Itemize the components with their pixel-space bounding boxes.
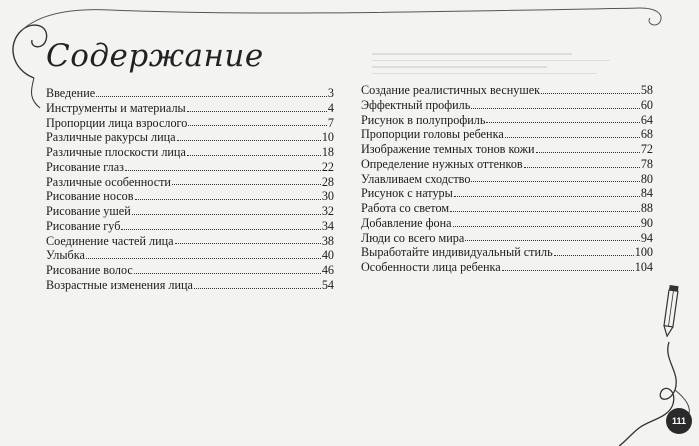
toc-entry[interactable] bbox=[361, 113, 653, 128]
toc-entry-page: 80 bbox=[640, 171, 653, 186]
toc-entry-page: 88 bbox=[640, 201, 653, 215]
toc-entry[interactable] bbox=[46, 278, 334, 293]
dot-leader bbox=[541, 93, 640, 94]
toc-entry[interactable] bbox=[46, 86, 334, 101]
toc-entry-page: 28 bbox=[321, 174, 334, 189]
dot-leader bbox=[505, 137, 640, 138]
toc-entry[interactable] bbox=[46, 130, 334, 145]
toc-entry[interactable] bbox=[361, 157, 653, 172]
toc-column-right bbox=[361, 83, 653, 275]
dot-leader bbox=[121, 229, 320, 230]
dot-leader bbox=[453, 226, 640, 227]
toc-entry-page: 68 bbox=[640, 127, 653, 142]
toc-entry[interactable] bbox=[46, 248, 334, 263]
toc-entry-label: Определение нужных оттенков bbox=[361, 156, 523, 171]
toc-entry[interactable] bbox=[46, 263, 334, 278]
toc-entry-label: Различные плоскости лица bbox=[46, 145, 186, 159]
toc-entry-label: Создание реалистичных веснушек bbox=[361, 83, 541, 97]
toc-entry[interactable] bbox=[46, 219, 334, 234]
toc-entry-label: Улавливаем сходство bbox=[361, 171, 471, 186]
toc-entry[interactable] bbox=[361, 98, 653, 113]
toc-entry[interactable] bbox=[361, 216, 653, 231]
dot-leader bbox=[125, 170, 321, 171]
toc-entry-page: 4 bbox=[327, 100, 334, 115]
toc-entry-label: Рисование носов bbox=[46, 189, 134, 204]
toc-entry-label: Рисование глаз bbox=[46, 159, 124, 174]
dot-leader bbox=[96, 96, 327, 97]
toc-entry-page: 3 bbox=[327, 86, 334, 100]
page-number-badge: 111 bbox=[666, 408, 692, 434]
toc-entry-label: Введение bbox=[46, 86, 96, 100]
toc-entry-label: Возрастные изменения лица bbox=[46, 277, 193, 292]
dot-leader bbox=[172, 184, 321, 185]
page-title: Содержание bbox=[46, 38, 264, 74]
toc-entry-label: Эффектный профиль bbox=[361, 97, 471, 112]
toc-entry-page: 32 bbox=[321, 204, 334, 218]
dot-leader bbox=[536, 152, 640, 153]
dot-leader bbox=[450, 211, 640, 212]
toc-entry-page: 54 bbox=[321, 277, 334, 292]
toc-entry[interactable] bbox=[46, 175, 334, 190]
dot-leader bbox=[187, 155, 321, 156]
toc-entry-page: 40 bbox=[321, 248, 334, 263]
toc-entry-page: 94 bbox=[640, 230, 653, 245]
toc-entry[interactable] bbox=[361, 172, 653, 187]
toc-entry-page: 10 bbox=[321, 130, 334, 145]
toc-entry[interactable] bbox=[46, 234, 334, 249]
toc-entry-page: 30 bbox=[321, 189, 334, 204]
dot-leader bbox=[188, 125, 327, 126]
toc-entry-label: Рисование ушей bbox=[46, 204, 131, 218]
dot-leader bbox=[502, 270, 634, 271]
dot-leader bbox=[135, 199, 321, 200]
dot-leader bbox=[177, 140, 321, 141]
toc-entry-label: Соединение частей лица bbox=[46, 233, 174, 248]
toc-entry[interactable] bbox=[46, 189, 334, 204]
toc-entry-page: 22 bbox=[321, 159, 334, 174]
toc-entry-page: 78 bbox=[640, 156, 653, 171]
toc-entry[interactable] bbox=[361, 231, 653, 246]
dot-leader bbox=[134, 273, 321, 274]
toc-entry-page: 64 bbox=[640, 112, 653, 127]
toc-entry[interactable] bbox=[361, 142, 653, 157]
dot-leader bbox=[132, 214, 321, 215]
toc-entry-label: Улыбка bbox=[46, 248, 85, 263]
dot-leader bbox=[465, 240, 640, 241]
toc-entry[interactable] bbox=[361, 186, 653, 201]
toc-entry-label: Рисование волос bbox=[46, 263, 133, 277]
toc-entry-label: Рисунок с натуры bbox=[361, 186, 453, 201]
toc-entry[interactable] bbox=[361, 127, 653, 142]
toc-entry-page: 100 bbox=[634, 245, 653, 260]
toc-entry-page: 58 bbox=[640, 83, 653, 97]
toc-entry-page: 60 bbox=[640, 97, 653, 112]
toc-entry[interactable] bbox=[46, 145, 334, 160]
dot-leader bbox=[175, 243, 321, 244]
toc-entry-label: Пропорции головы ребенка bbox=[361, 127, 504, 142]
toc-entry-page: 84 bbox=[640, 186, 653, 201]
toc-entry-page: 18 bbox=[321, 145, 334, 159]
toc-entry-label: Добавление фона bbox=[361, 215, 452, 230]
toc-entry-page: 34 bbox=[321, 218, 334, 233]
toc-entry-page: 90 bbox=[640, 215, 653, 230]
toc-entry-page: 104 bbox=[634, 260, 653, 274]
toc-entry-label: Инструменты и материалы bbox=[46, 100, 186, 115]
toc-entry-page: 72 bbox=[640, 142, 653, 156]
toc-entry-page: 7 bbox=[327, 115, 334, 130]
toc-entry[interactable] bbox=[361, 245, 653, 260]
toc-entry[interactable] bbox=[361, 260, 653, 275]
toc-entry-label: Выработайте индивидуальный стиль bbox=[361, 245, 553, 260]
dot-leader bbox=[194, 288, 321, 289]
toc-entry-label: Различные ракурсы лица bbox=[46, 130, 176, 145]
toc-entry-page: 46 bbox=[321, 263, 334, 277]
toc-entry-label: Люди со всего мира bbox=[361, 230, 465, 245]
toc-entry-label: Особенности лица ребенка bbox=[361, 260, 501, 274]
toc-column-left bbox=[46, 86, 334, 293]
dot-leader bbox=[486, 122, 639, 123]
dot-leader bbox=[471, 108, 640, 109]
toc-entry[interactable] bbox=[361, 83, 653, 98]
toc-entry[interactable] bbox=[46, 101, 334, 116]
toc-entry-label: Различные особенности bbox=[46, 174, 171, 189]
toc-entry-label: Изображение темных тонов кожи bbox=[361, 142, 535, 156]
toc-entry[interactable] bbox=[46, 204, 334, 219]
dot-leader bbox=[471, 181, 639, 182]
toc-entry-label: Работа со светом bbox=[361, 201, 450, 215]
dot-leader bbox=[554, 255, 634, 256]
dot-leader bbox=[454, 196, 640, 197]
toc-entry-label: Рисунок в полупрофиль bbox=[361, 112, 486, 127]
dot-leader bbox=[187, 111, 327, 112]
toc-entry[interactable] bbox=[361, 201, 653, 216]
toc-entry-label: Рисование губ bbox=[46, 218, 121, 233]
toc-entry-page: 38 bbox=[321, 233, 334, 248]
bleed-through-text bbox=[372, 48, 622, 88]
toc-entry[interactable] bbox=[46, 160, 334, 175]
dot-leader bbox=[524, 167, 640, 168]
toc-entry-label: Пропорции лица взрослого bbox=[46, 115, 188, 130]
dot-leader bbox=[86, 258, 321, 259]
toc-entry[interactable] bbox=[46, 116, 334, 131]
